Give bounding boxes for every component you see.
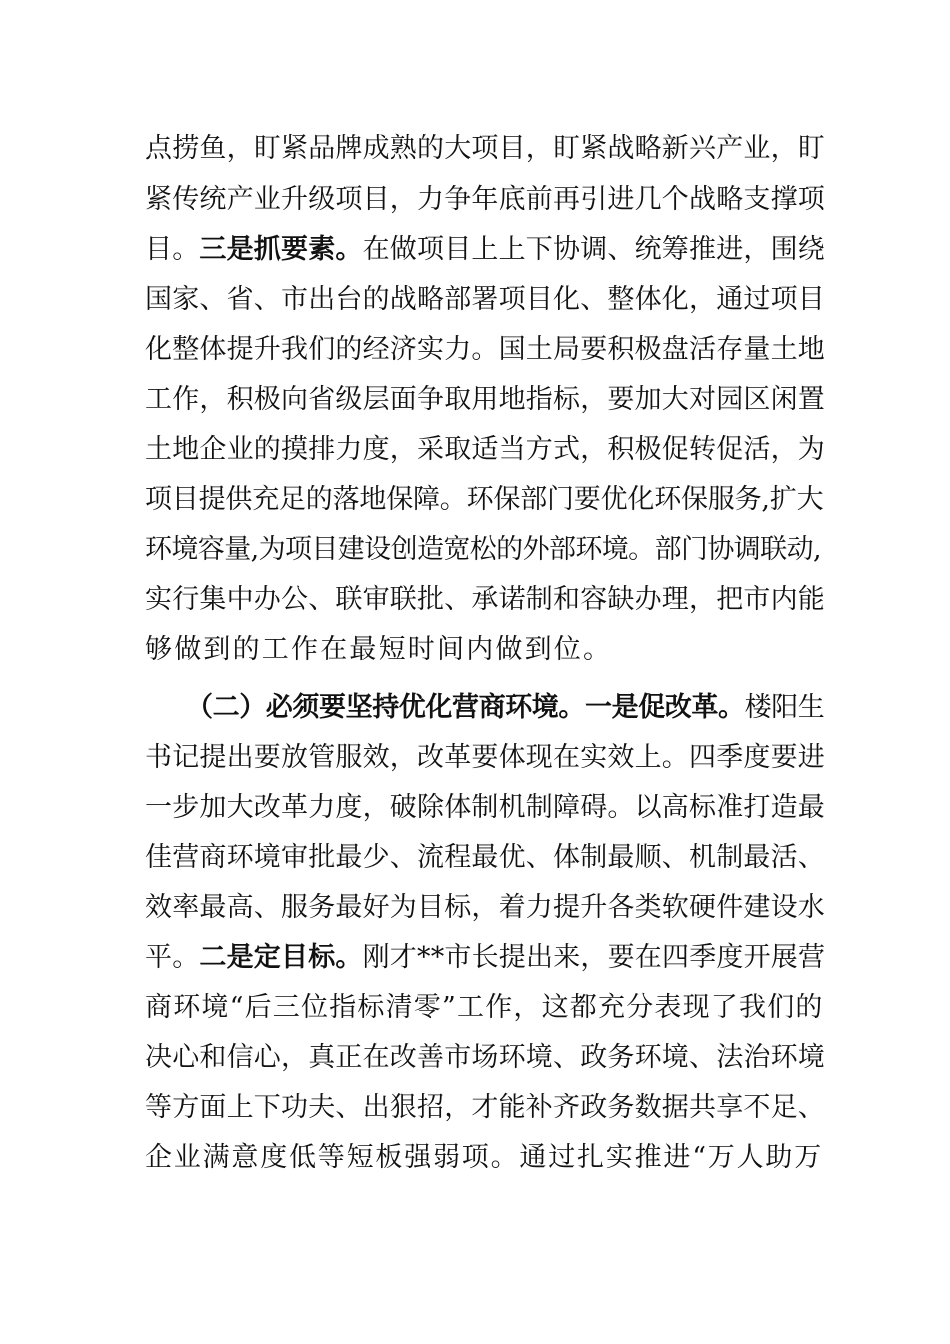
text-run: 等方面上下功夫、出狠招，才能补齐政务数据共享不足、 [145,1092,825,1123]
text-line [145,230,825,270]
text-run: 国家、省、市出台的战略部署项目化、整体化，通过项目 [145,284,825,315]
text-line [145,630,825,670]
text-run: 效率最高、服务最好为目标，着力提升各类软硬件建设水 [145,892,825,923]
text-run: 够做到的工作在最短时间内做到位。 [145,634,613,665]
text-line [145,938,825,978]
bold-heading-run: 三是抓要素。 [199,234,363,265]
text-run: 紧传统产业升级项目，力争年底前再引进几个战略支撑项 [145,184,825,215]
text-run: 商环境“后三位指标清零”工作，这都充分表现了我们的 [145,992,824,1023]
text-line [145,180,825,220]
text-line [145,380,825,420]
text-line [145,788,825,828]
text-run: 目。 [145,234,200,265]
text-run: 平。 [145,942,200,973]
text-run: 在做项目上上下协调、统筹推进，围绕 [362,234,826,265]
bold-heading-run: 一是促改革。 [585,692,745,723]
text-line [145,480,825,520]
text-line [145,129,825,169]
section-heading-line [186,688,826,728]
text-line [145,430,825,470]
text-line [145,1038,825,1078]
text-line [145,280,825,320]
section-heading: （二）必须要坚持优化营商环境。 [186,692,585,723]
text-line [145,1138,825,1178]
text-run: 书记提出要放管服效，改革要体现在实效上。四季度要进 [145,742,825,773]
text-run: 土地企业的摸排力度，采取适当方式，积极促转促活，为 [145,434,825,465]
text-run: 环境容量,为项目建设创造宽松的外部环境。部门协调联动, [145,534,821,565]
text-run: 佳营商环境审批最少、流程最优、体制最顺、机制最活、 [145,842,825,873]
text-run: 项目提供充足的落地保障。环保部门要优化环保服务,扩大 [145,484,824,515]
text-run: 点捞鱼，盯紧品牌成熟的大项目，盯紧战略新兴产业，盯 [145,133,825,164]
text-line [145,1088,825,1128]
text-line [145,738,825,778]
text-line [145,580,825,620]
bold-heading-run: 二是定目标。 [199,942,363,973]
text-run: 刚才**市长提出来，要在四季度开展营 [362,942,826,973]
text-run: 楼阳生 [744,692,825,723]
text-line [145,838,825,878]
text-line [145,888,825,928]
text-line [145,330,825,370]
text-run: 化整体提升我们的经济实力。国土局要积极盘活存量土地 [145,334,825,365]
text-line [145,988,825,1028]
text-run: 工作，积极向省级层面争取用地指标，要加大对园区闲置 [145,384,825,415]
text-run: 一步加大改革力度，破除体制机制障碍。以高标准打造最 [145,792,825,823]
text-run: 实行集中办公、联审联批、承诺制和容缺办理，把市内能 [145,584,825,615]
text-run: 决心和信心，真正在改善市场环境、政务环境、法治环境 [145,1042,825,1073]
text-run: 企业满意度低等短板强弱项。通过扎实推进“万人助万 [145,1142,824,1173]
text-line [145,530,825,570]
